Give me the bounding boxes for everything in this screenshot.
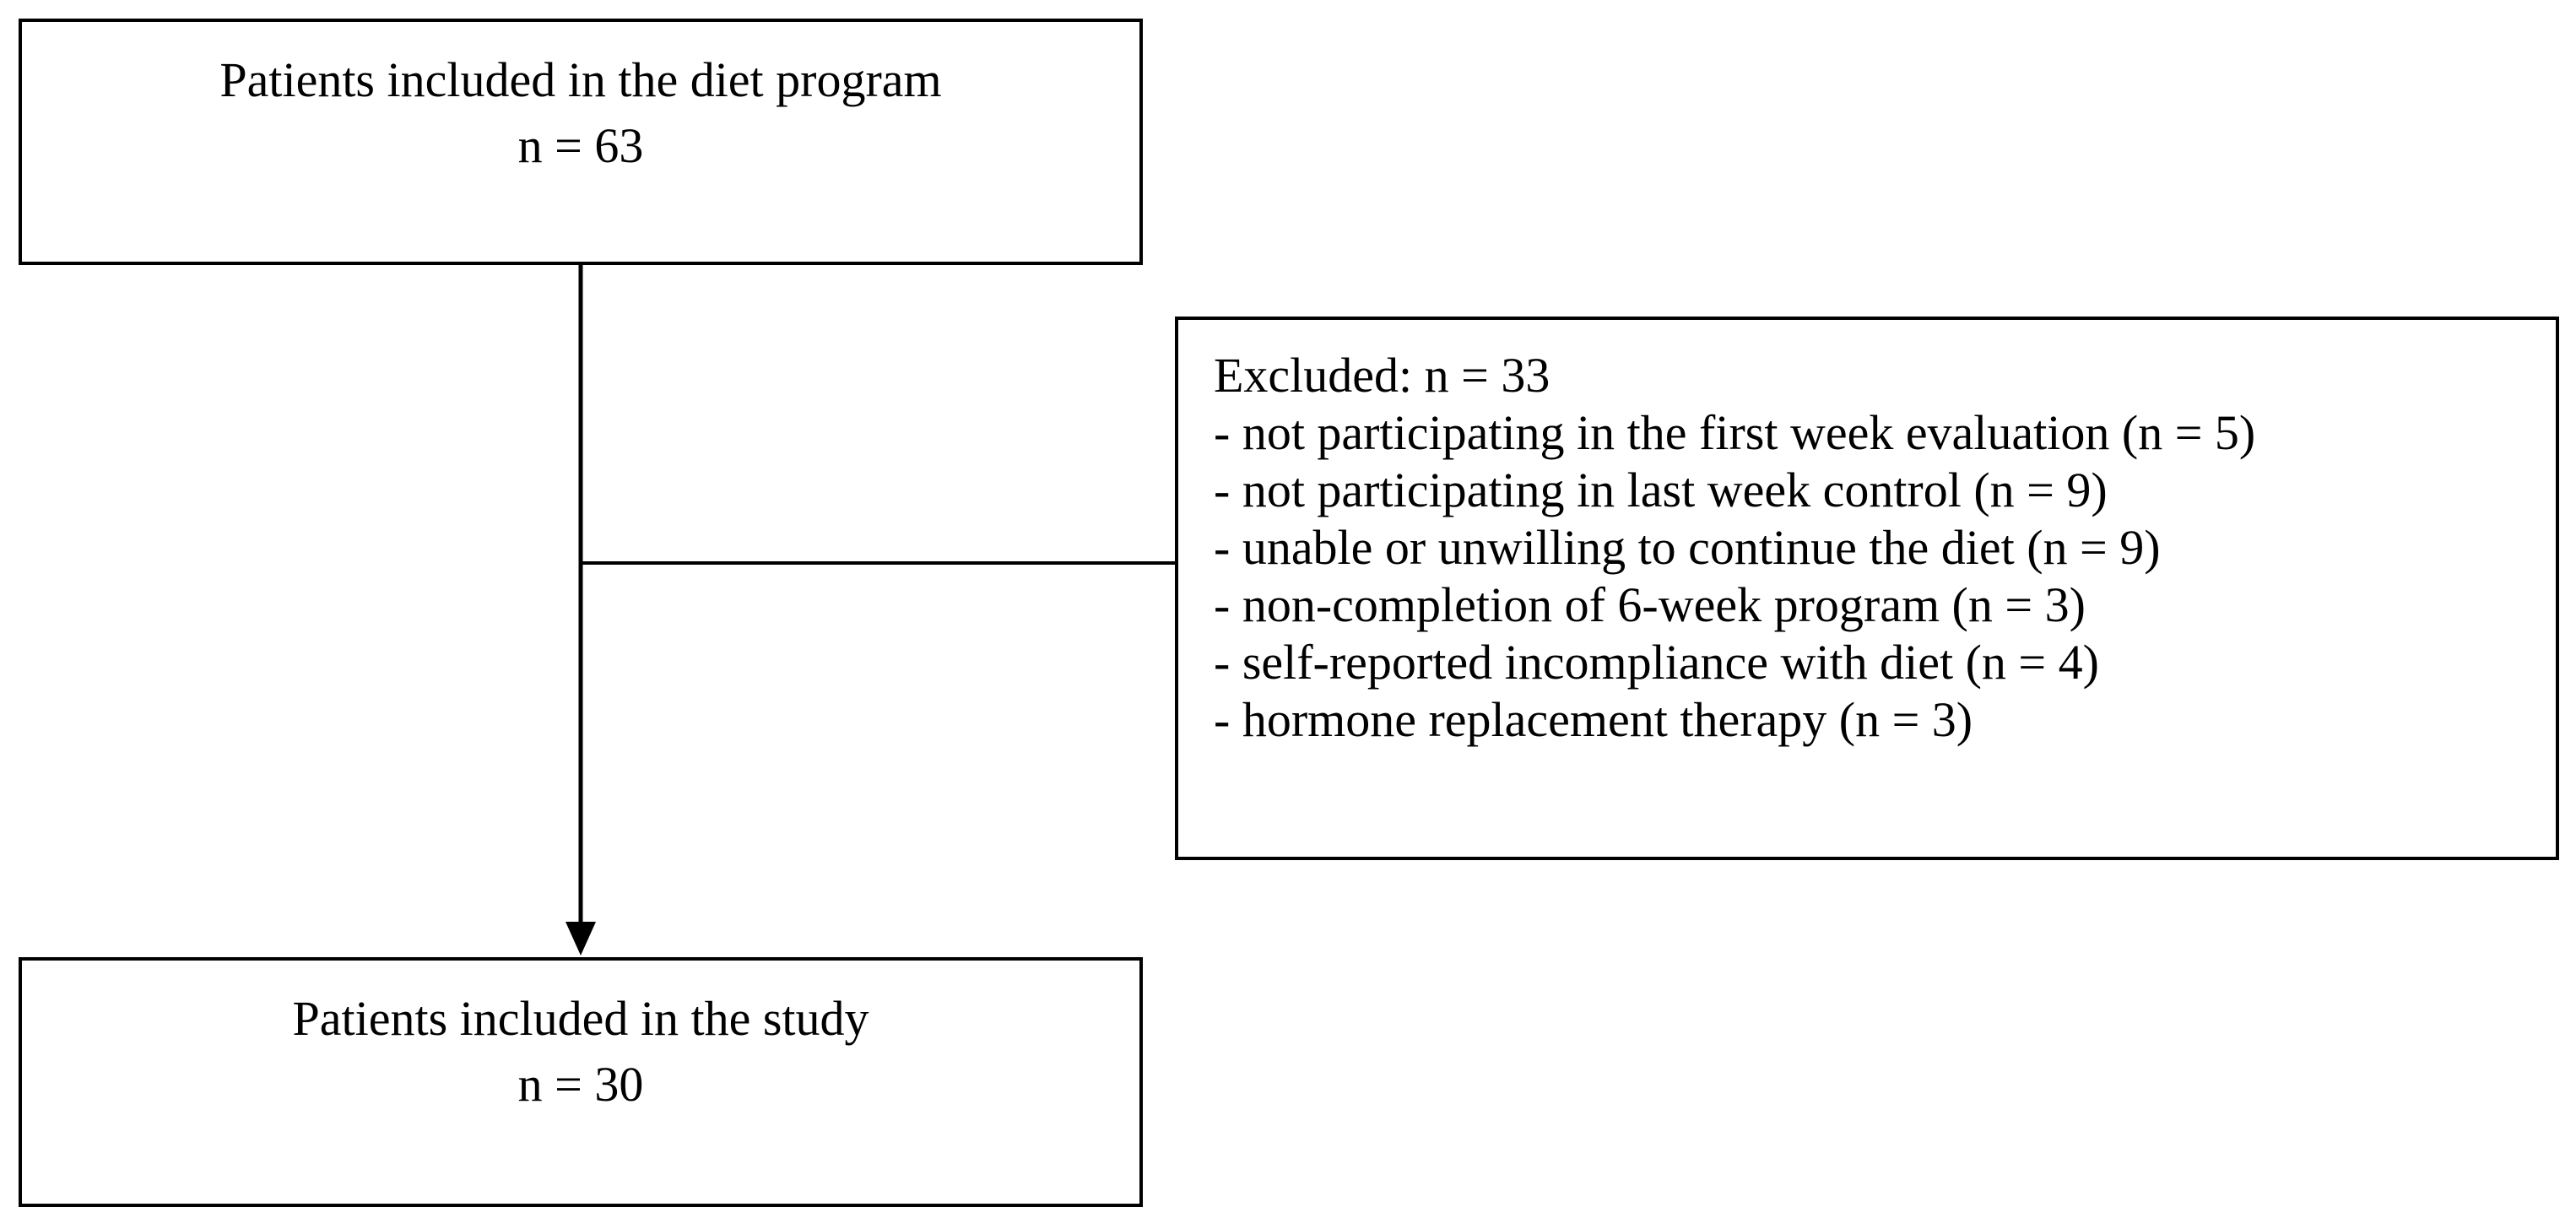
enrolled-box bbox=[19, 19, 1143, 265]
enrolled-title: Patients included in the diet program bbox=[219, 52, 942, 107]
included-box bbox=[19, 957, 1143, 1207]
included-count: n = 30 bbox=[517, 1057, 644, 1112]
excluded-box bbox=[1175, 317, 2559, 860]
exclusion-reason: - self-reported incompliance with diet (n = 4) bbox=[1214, 635, 2099, 690]
exclusion-reason: - unable or unwilling to continue the diet (n = 9) bbox=[1214, 520, 2161, 575]
included-title: Patients included in the study bbox=[292, 991, 869, 1046]
excluded-title: Excluded: n = 33 bbox=[1214, 348, 1550, 403]
exclusion-reason: - not participating in last week control (n = 9) bbox=[1214, 463, 2108, 517]
exclusion-reason: - hormone replacement therapy (n = 3) bbox=[1214, 692, 1973, 747]
exclusion-reason: - not participating in the first week evaluation (n = 5) bbox=[1214, 405, 2256, 460]
enrolled-count: n = 63 bbox=[517, 118, 644, 173]
main-flow-arrowhead bbox=[566, 922, 596, 955]
exclusion-reason: - non-completion of 6-week program (n = 3) bbox=[1214, 577, 2086, 632]
